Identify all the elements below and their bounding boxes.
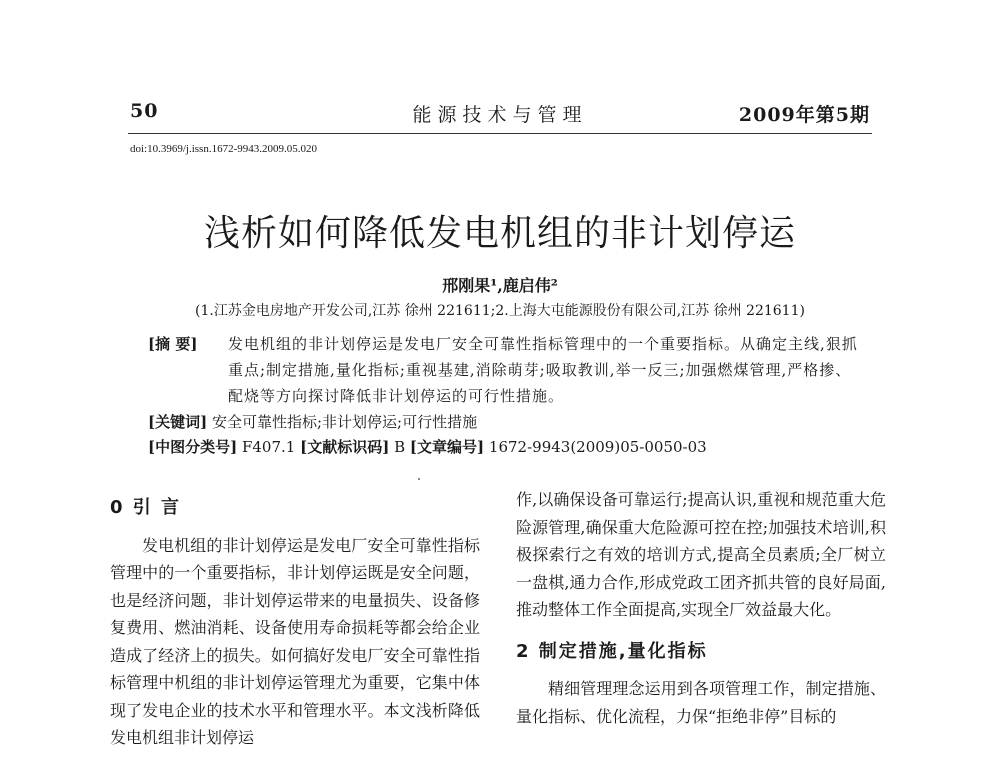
page-number: 50 — [130, 100, 159, 122]
keywords — [148, 409, 477, 435]
measures-paragraph: 精细管理理念运用到各项管理工作，制定措施、量化指标、优化流程，力保“拒绝非停”目标的 — [516, 679, 886, 726]
doc-code-label: [文献标识码] — [300, 438, 390, 456]
keywords-label: [关键词] — [148, 413, 208, 431]
introduction-paragraph: 发电机组的非计划停运是发电厂安全可靠性指标管理中的一个重要指标，非计划停运既是安全问题，也是经济问题，非计划停运带来的电量损失、设备修复费用、燃油消耗、设备使用寿命损耗等都会给企业造成了经济上的损失。如何搞好发电厂安全可靠性指标管理中机组的非计划停运管理尤为重要，它集中体现了发电企业的技术水平和管理水平。本文浅析降低发电机组非计划停运 — [110, 535, 480, 747]
section-heading-measures: 2 制定措施,量化指标 — [516, 640, 708, 662]
doc-code-value: B — [394, 438, 406, 456]
abstract — [148, 331, 868, 409]
continued-paragraph: 作,以确保设备可靠运行;提高认识,重视和规范重大危险源管理,确保重大危险源可控在控;加强技术培训,积极探索行之有效的培训方式,提高全员素质;全厂树立一盘棋,通力合作,形成党政工团齐抓共管的良好局面,推动整体工作全面提高,实现全厂效益最大化。 — [516, 490, 886, 619]
right-column — [516, 486, 886, 730]
issue-label: 2009年第5期 — [738, 104, 870, 126]
article-id-label: [文章编号] — [409, 438, 485, 456]
classification-row — [148, 434, 707, 460]
keywords-text: 安全可靠性指标;非计划停运;可行性措施 — [211, 413, 478, 431]
article-id-value: 1672-9943(2009)05-0050-03 — [488, 438, 707, 456]
left-column — [110, 486, 480, 752]
abstract-label: [摘 要] — [148, 335, 198, 353]
abstract-text: 发电机组的非计划停运是发电厂安全可靠性指标管理中的一个重要指标。从确定主线,狠抓重点;制定措施,量化指标;重视基建,消除萌芽;吸取教训,举一反三;加强燃煤管理,严格掺、配烧等方向探讨降低非计划停运的可行性措施。 — [228, 335, 858, 405]
section-heading-introduction: 0 引 言 — [110, 497, 182, 518]
authors: 邢刚果¹,鹿启伟² — [442, 276, 558, 295]
clc-value: F407.1 — [241, 438, 296, 456]
affiliations: (1.江苏金电房地产开发公司,江苏 徐州 221611;2.上海大屯能源股份有限公司,江苏 徐州 221611) — [195, 303, 805, 319]
header-rule — [128, 133, 872, 134]
journal-name: 能源技术与管理 — [412, 104, 588, 126]
article-title: 浅析如何降低发电机组的非计划停运 — [203, 213, 796, 254]
scan-speck — [418, 478, 420, 480]
doi: doi:10.3969/j.issn.1672-9943.2009.05.020 — [130, 143, 318, 155]
clc-label: [中图分类号] — [148, 438, 238, 456]
